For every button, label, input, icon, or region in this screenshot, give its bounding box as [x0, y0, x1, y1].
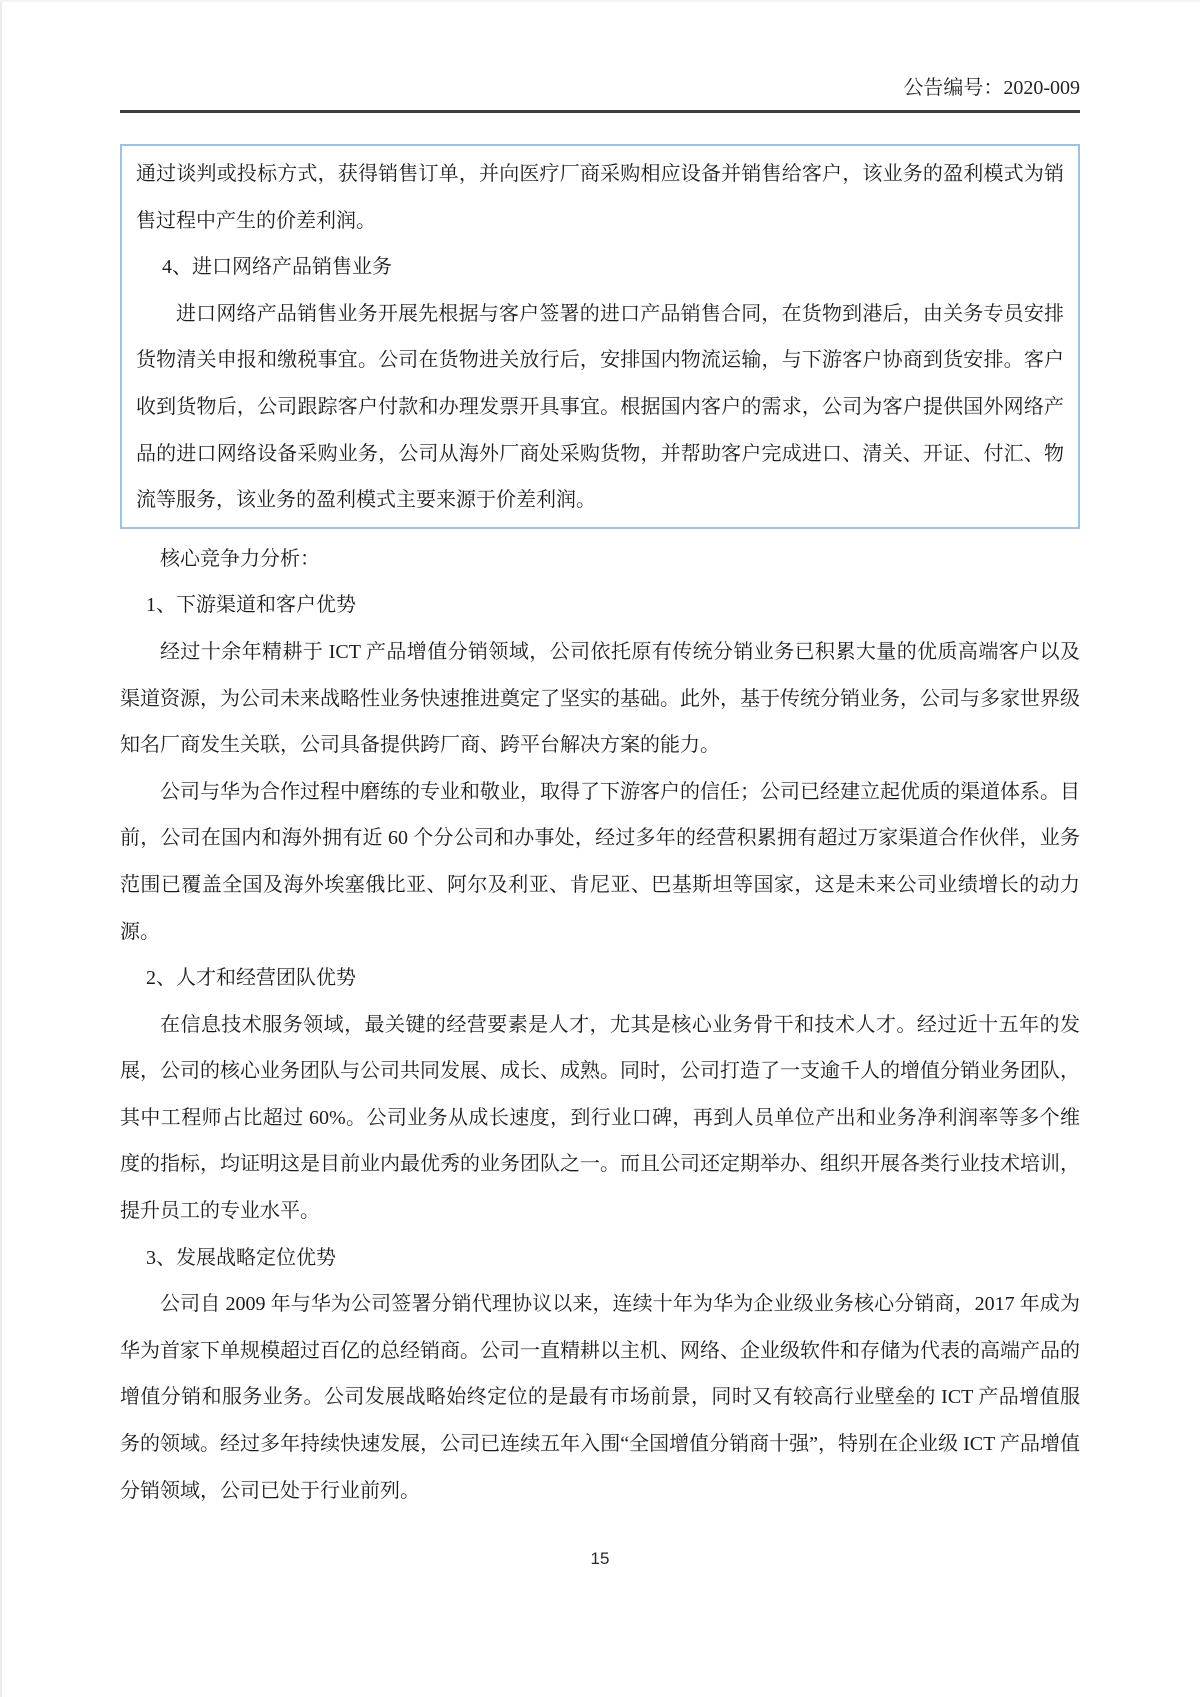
body-paragraph: 在信息技术服务领域，最关键的经营要素是人才，尤其是核心业务骨干和技术人才。经过近十五年的发展，公司的核心业务团队与公司共同发展、成长、成熟。同时，公司打造了一支逾千人的增值分销业务团队，其中工程师占比超过 60%。公司业务从成长速度，到行业口碑，再到人员单位产出和业务净利润率等多个维度的指标，均证明这是目前业内最优秀的业务团队之一。而且公司还定期举办、组织开展各类行业技术培训，提升员工的专业水平。 [120, 1013, 1080, 1223]
scan-edge-left [0, 0, 2, 1697]
highlight-box [120, 144, 1080, 529]
body-section [120, 536, 1080, 1514]
box-paragraph: 通过谈判或投标方式，获得销售订单，并向医疗厂商采购相应设备并销售给客户，该业务的盈利模式为销售过程中产生的价差利润。 [136, 163, 1064, 232]
body-paragraph: 公司与华为合作过程中磨练的专业和敬业，取得了下游客户的信任；公司已经建立起优质的渠道体系。目前，公司在国内和海外拥有近 60 个分公司和办事处，经过多年的经营积累拥有超过万家渠道合作伙伴，业务范围已覆盖全国及海外埃塞俄比亚、阿尔及利亚、肯尼亚、巴基斯坦等国家，这是未来公司业绩增长的动力源。 [120, 780, 1080, 943]
header-divider [120, 110, 1080, 113]
section-heading: 2、人才和经营团队优势 [146, 967, 356, 990]
page-number: 15 [590, 1549, 610, 1568]
box-heading: 4、进口网络产品销售业务 [162, 256, 392, 279]
section-heading: 1、下游渠道和客户优势 [146, 594, 356, 617]
announcement-number: 公告编号：2020-009 [903, 77, 1080, 99]
box-paragraph: 进口网络产品销售业务开展先根据与客户签署的进口产品销售合同，在货物到港后，由关务专员安排货物清关申报和缴税事宜。公司在货物进关放行后，安排国内物流运输，与下游客户协商到货安排。客户收到货物后，公司跟踪客户付款和办理发票开具事宜。根据国内客户的需求，公司为客户提供国外网络产品的进口网络设备采购业务，公司从海外厂商处采购货物，并帮助客户完成进口、清关、开证、付汇、物流等服务，该业务的盈利模式主要来源于价差利润。 [136, 302, 1064, 512]
section-label: 核心竞争力分析： [160, 547, 320, 570]
section-heading: 3、发展战略定位优势 [146, 1246, 336, 1269]
scan-edge-top [0, 0, 1200, 2]
body-paragraph: 经过十余年精耕于 ICT 产品增值分销领域，公司依托原有传统分销业务已积累大量的优质高端客户以及渠道资源，为公司未来战略性业务快速推进奠定了坚实的基础。此外，基于传统分销业务，公司与多家世界级知名厂商发生关联，公司具备提供跨厂商、跨平台解决方案的能力。 [120, 640, 1080, 757]
body-paragraph: 公司自 2009 年与华为公司签署分销代理协议以来，连续十年为华为企业级业务核心分销商，2017 年成为华为首家下单规模超过百亿的总经销商。公司一直精耕以主机、网络、企业级软件和存储为代表的高端产品的增值分销和服务业务。公司发展战略始终定位的是最有市场前景，同时又有较高行业壁垒的 ICT 产品增值服务的领域。经过多年持续快速发展，公司已连续五年入围“全国增值分销商十强”，特别在企业级 ICT 产品增值分销领域，公司已处于行业前列。 [120, 1293, 1080, 1502]
